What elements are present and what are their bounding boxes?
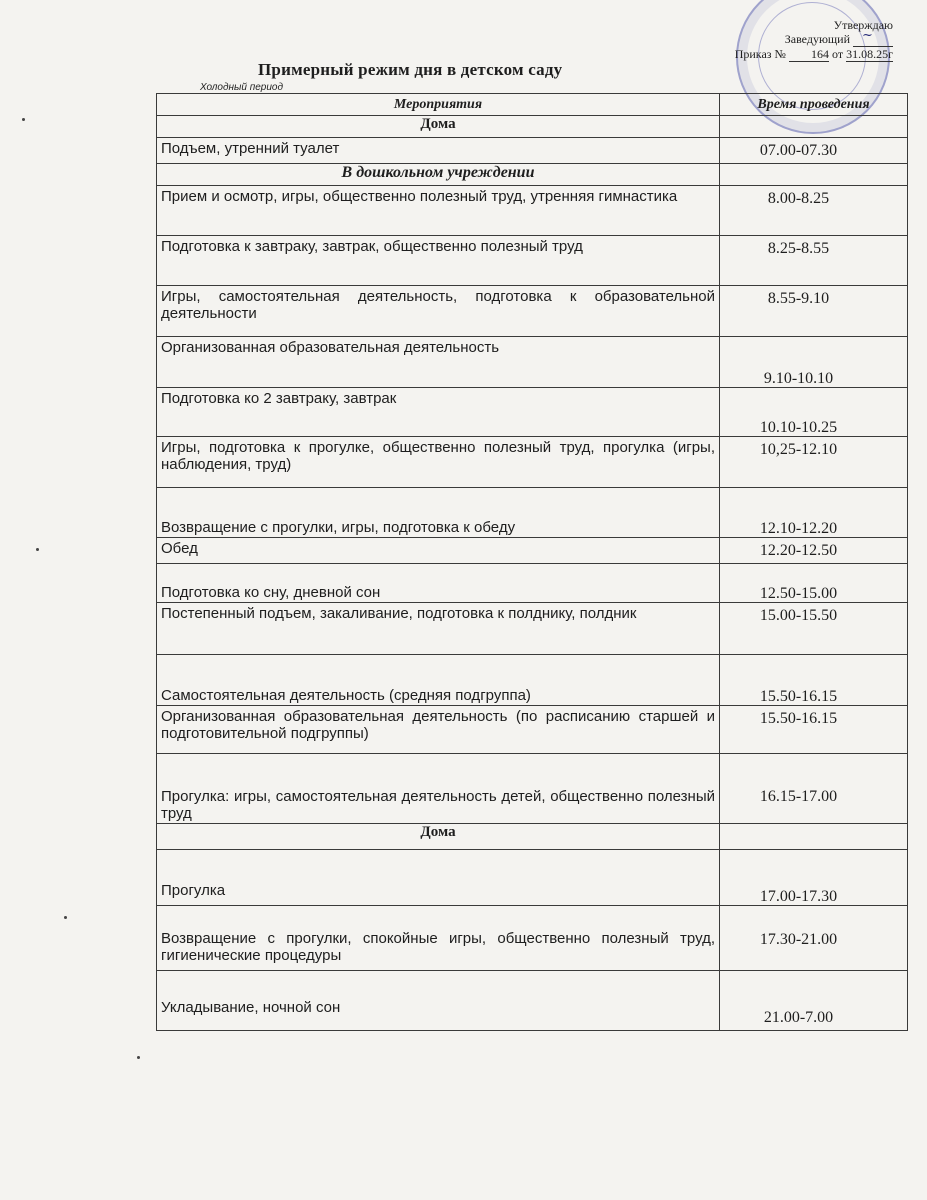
activity-cell: Прогулка <box>157 850 720 906</box>
activity-cell: Возвращение с прогулки, спокойные игры, общественно полезный труд, гигиенические процедуры <box>157 906 720 971</box>
scan-speck <box>22 118 25 121</box>
schedule-table <box>156 93 908 1031</box>
time-cell: 07.00-07.30 <box>720 138 908 164</box>
time-cell: 15.50-16.15 <box>720 706 908 754</box>
time-cell: 9.10-10.10 <box>720 337 908 388</box>
section-label: Дома <box>157 824 720 850</box>
table-row <box>157 655 908 706</box>
head-signature-line <box>853 32 893 47</box>
order-date: 31.08.25г <box>846 47 893 61</box>
time-cell: 21.00-7.00 <box>720 971 908 1031</box>
time-cell: 17.00-17.30 <box>720 850 908 906</box>
time-cell: 8.00-8.25 <box>720 186 908 236</box>
time-cell: 12.20-12.50 <box>720 538 908 564</box>
section-row <box>157 824 908 850</box>
approval-order-line <box>683 47 893 62</box>
time-cell: 12.50-15.00 <box>720 564 908 603</box>
table-header-row <box>157 94 908 116</box>
approval-head-label: Заведующий <box>784 32 850 46</box>
table-row <box>157 388 908 437</box>
table-row <box>157 538 908 564</box>
order-label: Приказ № <box>734 47 786 61</box>
scan-speck <box>36 548 39 551</box>
table-row <box>157 971 908 1031</box>
table-row <box>157 603 908 655</box>
time-cell: 15.50-16.15 <box>720 655 908 706</box>
activity-cell: Организованная образовательная деятельность <box>157 337 720 388</box>
activity-cell: Игры, подготовка к прогулке, общественно полезный труд, прогулка (игры, наблюдения, труд) <box>157 437 720 488</box>
scan-speck <box>137 1056 140 1059</box>
table-row <box>157 186 908 236</box>
handwritten-signature: ~ <box>862 28 873 43</box>
section-empty-cell <box>720 824 908 850</box>
header-activity: Мероприятия <box>157 94 720 116</box>
time-cell: 16.15-17.00 <box>720 754 908 824</box>
order-number: 164 <box>789 47 829 62</box>
time-cell: 17.30-21.00 <box>720 906 908 971</box>
activity-cell: Укладывание, ночной сон <box>157 971 720 1031</box>
activity-cell: Подготовка к завтраку, завтрак, общественно полезный труд <box>157 236 720 286</box>
activity-cell: Организованная образовательная деятельность (по расписанию старшей и подготовительной подгруппы) <box>157 706 720 754</box>
activity-cell: Прогулка: игры, самостоятельная деятельность детей, общественно полезный труд <box>157 754 720 824</box>
time-cell: 8.25-8.55 <box>720 236 908 286</box>
table-row <box>157 906 908 971</box>
order-date-label: от <box>831 47 844 61</box>
table-row <box>157 337 908 388</box>
activity-cell: Подготовка ко 2 завтраку, завтрак <box>157 388 720 437</box>
time-cell: 8.55-9.10 <box>720 286 908 337</box>
table-row <box>157 437 908 488</box>
section-empty-cell <box>720 164 908 186</box>
header-time: Время проведения <box>720 94 908 116</box>
approval-line-approve: Утверждаю <box>833 18 893 32</box>
time-cell: 10,25-12.10 <box>720 437 908 488</box>
section-row <box>157 164 908 186</box>
activity-cell: Самостоятельная деятельность (средняя подгруппа) <box>157 655 720 706</box>
table-row <box>157 564 908 603</box>
activity-cell: Подготовка ко сну, дневной сон <box>157 564 720 603</box>
table-row <box>157 236 908 286</box>
section-label: В дошкольном учреждении <box>157 164 720 186</box>
section-empty-cell <box>720 116 908 138</box>
period-label: Холодный период <box>200 82 283 93</box>
time-cell: 15.00-15.50 <box>720 603 908 655</box>
section-row <box>157 116 908 138</box>
scan-speck <box>64 916 67 919</box>
activity-cell: Игры, самостоятельная деятельность, подготовка к образовательной деятельности <box>157 286 720 337</box>
section-label: Дома <box>157 116 720 138</box>
table-row <box>157 706 908 754</box>
activity-cell: Подъем, утренний туалет <box>157 138 720 164</box>
time-cell: 12.10-12.20 <box>720 488 908 538</box>
table-row <box>157 754 908 824</box>
activity-cell: Прием и осмотр, игры, общественно полезный труд, утренняя гимнастика <box>157 186 720 236</box>
document-title: Примерный режим дня в детском саду <box>258 60 563 79</box>
table-row <box>157 138 908 164</box>
activity-cell: Постепенный подъем, закаливание, подготовка к полднику, полдник <box>157 603 720 655</box>
table-row <box>157 850 908 906</box>
activity-cell: Обед <box>157 538 720 564</box>
activity-cell: Возвращение с прогулки, игры, подготовка к обеду <box>157 488 720 538</box>
table-row <box>157 286 908 337</box>
time-cell: 10.10-10.25 <box>720 388 908 437</box>
table-row <box>157 488 908 538</box>
